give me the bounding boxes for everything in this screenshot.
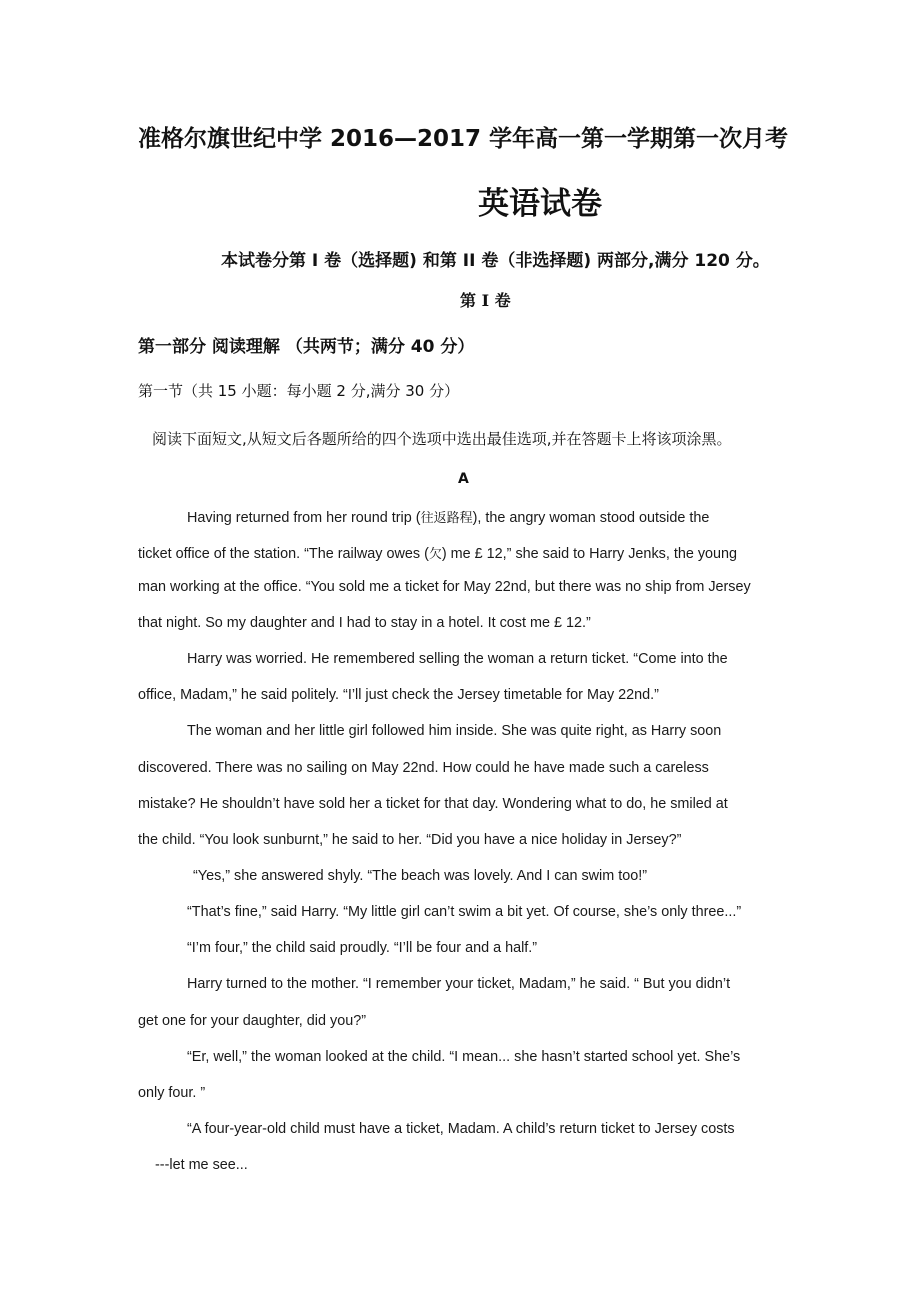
passage-line: only four. ”	[138, 1085, 206, 1101]
passage-line: “I’m four,” the child said proudly. “I’ll be four and a half.”	[187, 940, 538, 956]
passage-line: “Yes,” she answered shyly. “The beach was lovely. And I can swim too!”	[193, 868, 648, 884]
section-one-heading: 第一节（共 15 小题：每小题 2 分,满分 30 分）	[138, 382, 460, 400]
passage-line: Having returned from her round trip (往返路程), the angry woman stood outside the	[187, 510, 710, 526]
gloss-owe: 欠	[428, 547, 442, 562]
passage-line: man working at the office. “You sold me a ticket for May 22nd, but there was no ship from Jersey	[138, 579, 751, 595]
reading-instruction: 阅读下面短文,从短文后各题所给的四个选项中选出最佳选项,并在答题卡上将该项涂黑。	[152, 430, 732, 448]
subject-title: 英语试卷	[478, 186, 602, 222]
passage-line: The woman and her little girl followed him inside. She was quite right, as Harry soon	[187, 723, 722, 739]
passage-line: office, Madam,” he said politely. “I’ll just check the Jersey timetable for May 22nd.”	[138, 687, 659, 703]
gloss-round-trip: 往返路程	[420, 511, 473, 526]
passage-line: get one for your daughter, did you?”	[138, 1013, 367, 1029]
passage-line: “Er, well,” the woman looked at the child. “I mean... she hasn’t started school yet. She’s	[187, 1049, 741, 1065]
volume-label: 第 I 卷	[460, 291, 511, 310]
passage-line: “That’s fine,” said Harry. “My little girl can’t swim a bit yet. Of course, she’s only three...”	[187, 904, 742, 920]
part-one-heading: 第一部分 阅读理解 （共两节；满分 40 分）	[138, 337, 475, 357]
score-notice: 本试卷分第 I 卷（选择题) 和第 II 卷（非选择题) 两部分,满分 120 分。	[221, 251, 770, 271]
passage-line: “A four-year-old child must have a ticket, Madam. A child’s return ticket to Jersey costs	[187, 1121, 735, 1137]
exam-title-line: 准格尔旗世纪中学 2016—2017 学年高一第一学期第一次月考	[138, 126, 789, 152]
passage-line: mistake? He shouldn’t have sold her a ticket for that day. Wondering what to do, he smiled at	[138, 796, 728, 812]
passage-line: the child. “You look sunburnt,” he said to her. “Did you have a nice holiday in Jersey?”	[138, 832, 682, 848]
passage-line: Harry was worried. He remembered selling the woman a return ticket. “Come into the	[187, 651, 728, 667]
passage-line: Harry turned to the mother. “I remember your ticket, Madam,” he said. “ But you didn’t	[187, 976, 731, 992]
passage-line: ---let me see...	[155, 1157, 248, 1173]
passage-line: that night. So my daughter and I had to stay in a hotel. It cost me £ 12.”	[138, 615, 591, 631]
passage-line: discovered. There was no sailing on May 22nd. How could he have made such a careless	[138, 760, 709, 776]
passage-label: A	[458, 471, 469, 487]
passage-line: ticket office of the station. “The railway owes (欠) me £ 12,” she said to Harry Jenks, the young	[138, 546, 738, 562]
